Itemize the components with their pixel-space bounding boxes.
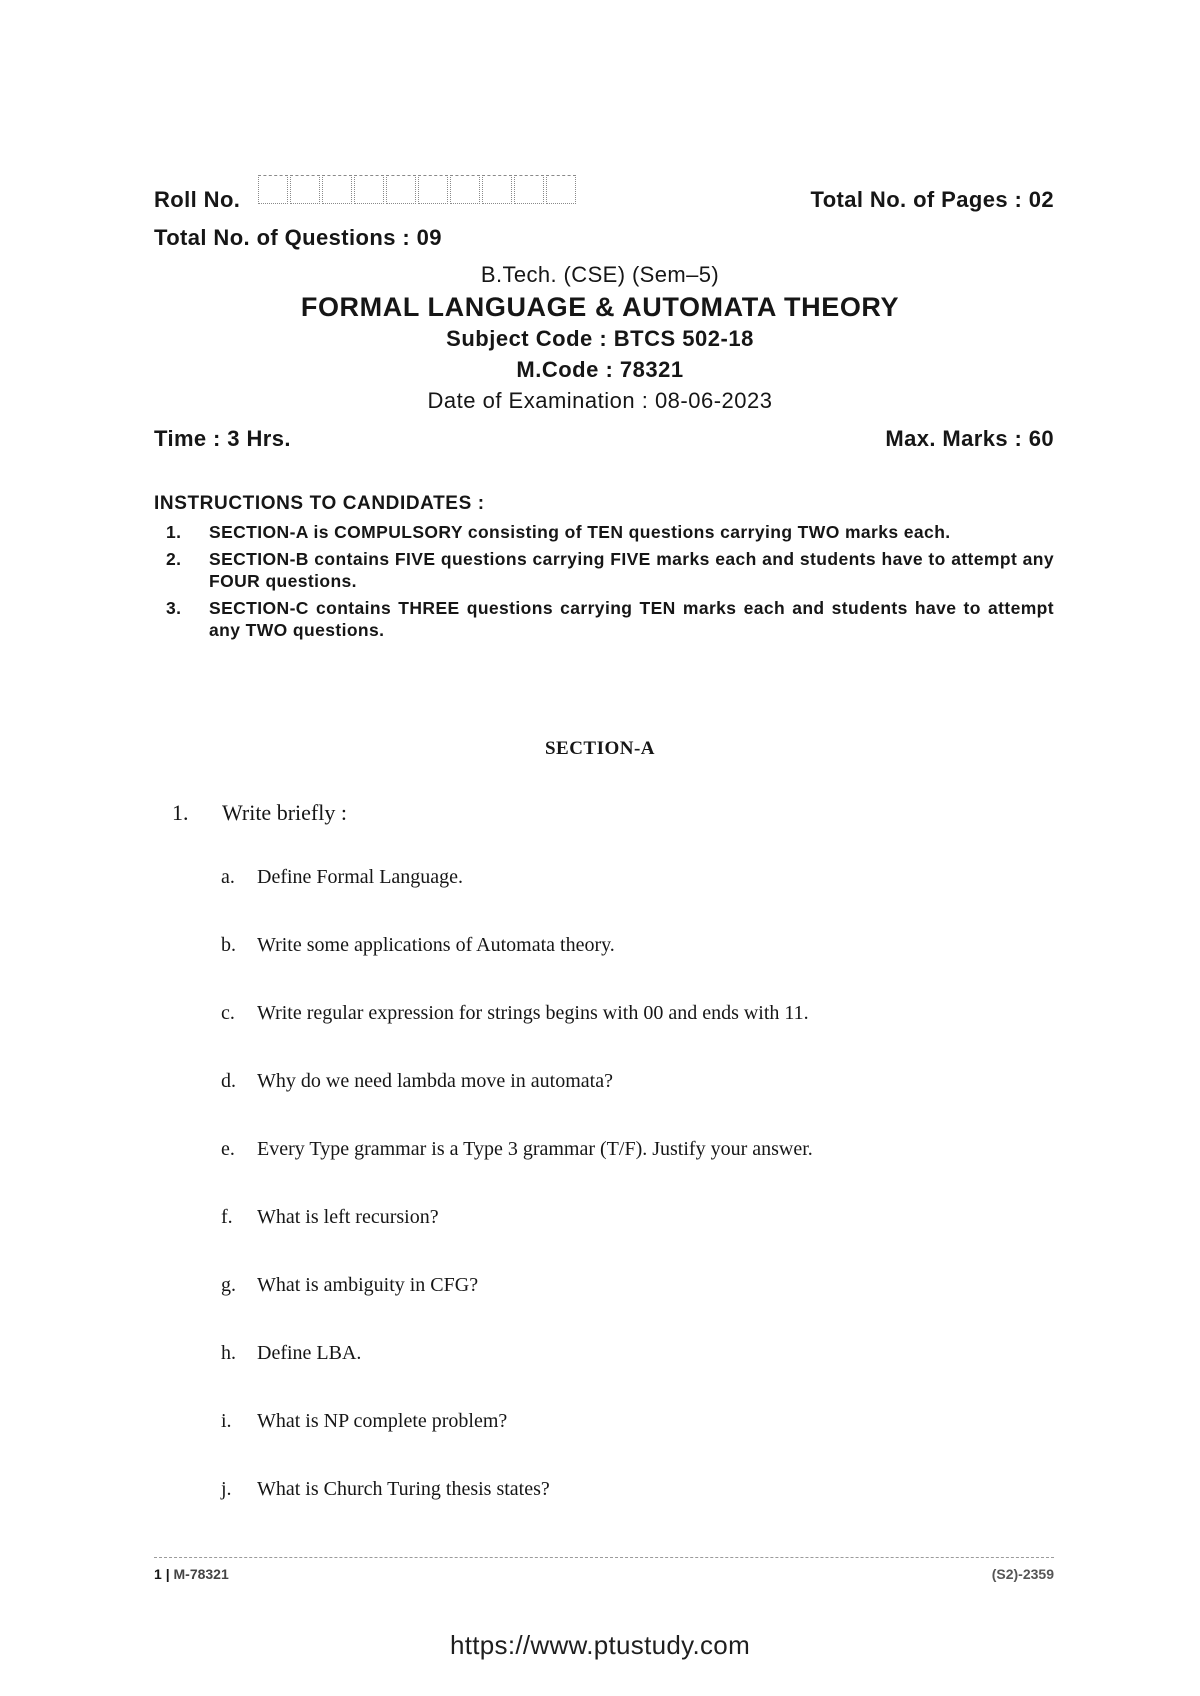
subquestion-text: Write some applications of Automata theory. [257,934,615,956]
roll-box [418,175,448,204]
instruction-text: SECTION-B contains FIVE questions carrying FIVE marks each and students have to attempt any FOUR questions. [209,548,1054,591]
subquestion-text: Every Type grammar is a Type 3 grammar (T/F). Justify your answer. [257,1138,813,1160]
subquestion [221,1342,813,1410]
instruction-item [154,522,1054,544]
footer-page-info: 1 | M-78321 [154,1566,229,1582]
instruction-item [154,549,1054,593]
instructions-heading: INSTRUCTIONS TO CANDIDATES : [154,493,485,514]
subquestion-text: Define LBA. [257,1342,362,1364]
max-marks: Max. Marks : 60 [885,426,1054,451]
m-code: M.Code : 78321 [516,357,684,382]
total-questions: Total No. of Questions : 09 [154,225,442,250]
roll-box [258,175,288,204]
instruction-text: SECTION-A is COMPULSORY consisting of TEN questions carrying TWO marks each. [209,522,951,542]
instruction-number: 2. [166,548,182,569]
question-text: Write briefly : [222,800,347,825]
roll-box [322,175,352,204]
subquestion-letter: a. [221,866,235,888]
subquestion-letter: g. [221,1274,236,1296]
page-number: 1 [154,1566,162,1582]
roll-number-boxes [258,175,578,204]
footer-code: M-78321 [173,1566,229,1582]
subquestion [221,866,813,934]
subquestion-letter: d. [221,1070,236,1092]
website-url[interactable]: https://www.ptustudy.com [449,1630,751,1660]
subquestion [221,1002,813,1070]
instruction-number: 3. [166,597,182,618]
subquestion-text: Define Formal Language. [257,866,464,888]
roll-no-label: Roll No. [154,187,241,212]
question-number: 1. [172,800,189,825]
subquestion-letter: j. [221,1478,232,1500]
subquestion-letter: c. [221,1002,235,1024]
instruction-text: SECTION-C contains THREE questions carrying TEN marks each and students have to attempt any TWO questions. [209,597,1054,640]
subquestion-letter: i. [221,1410,232,1432]
subquestion-text: What is NP complete problem? [257,1410,508,1432]
roll-box [290,175,320,204]
subquestion-letter: b. [221,934,236,956]
roll-box [514,175,544,204]
instructions-list [154,522,1054,646]
instruction-item [154,598,1054,642]
subquestion-list [221,866,813,1546]
subquestion [221,1206,813,1274]
roll-box [546,175,576,204]
footer-divider [154,1557,1054,1558]
subquestion-text: Write regular expression for strings begins with 00 and ends with 11. [257,1002,809,1024]
subquestion-text: Why do we need lambda move in automata? [257,1070,613,1092]
subquestion-text: What is Church Turing thesis states? [257,1478,550,1500]
subquestion-letter: e. [221,1138,235,1160]
subquestion [221,1070,813,1138]
instruction-number: 1. [166,522,182,542]
subquestion-letter: h. [221,1342,236,1364]
section-a-heading: SECTION-A [544,738,656,759]
subquestion [221,934,813,1002]
subquestion [221,1274,813,1342]
subquestion-text: What is left recursion? [257,1206,439,1228]
subquestion-text: What is ambiguity in CFG? [257,1274,479,1296]
footer-right-code: (S2)-2359 [991,1566,1054,1582]
question-1 [172,800,347,826]
total-pages: Total No. of Pages : 02 [810,187,1054,212]
roll-box [482,175,512,204]
subquestion [221,1138,813,1206]
exam-date: Date of Examination : 08-06-2023 [427,388,773,413]
roll-box [386,175,416,204]
program-name: B.Tech. (CSE) (Sem–5) [480,262,720,287]
subquestion [221,1478,813,1546]
exam-time: Time : 3 Hrs. [154,426,291,451]
paper-title: FORMAL LANGUAGE & AUTOMATA THEORY [300,292,900,322]
roll-box [450,175,480,204]
subquestion [221,1410,813,1478]
roll-box [354,175,384,204]
subquestion-letter: f. [221,1206,233,1228]
subject-code: Subject Code : BTCS 502-18 [446,326,754,351]
